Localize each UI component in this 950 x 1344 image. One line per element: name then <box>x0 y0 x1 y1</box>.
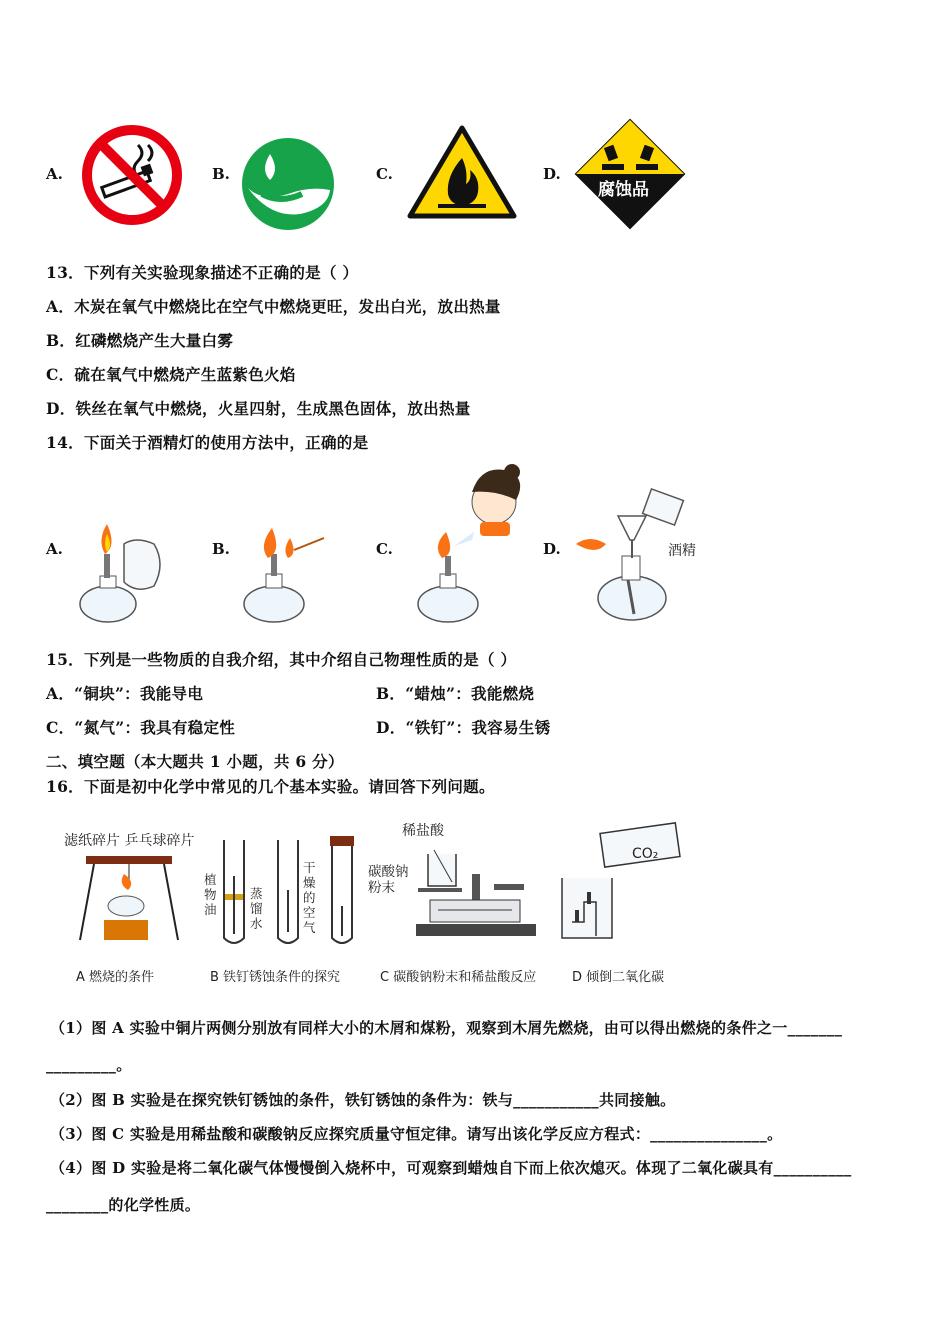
q12-option-c-label: C. <box>376 165 393 183</box>
alcohol-lamp-c-icon <box>414 462 524 626</box>
figure-c-balance <box>412 838 540 944</box>
alcohol-lamp-b-icon <box>238 526 338 626</box>
alcohol-lamp-a-icon <box>76 520 176 626</box>
q12-option-d-label: D. <box>543 165 561 183</box>
q13-stem: 13．下列有关实验现象描述不正确的是（ ） <box>46 263 359 282</box>
q14-option-a-label: A. <box>46 540 63 558</box>
q14-option-d-label: D. <box>543 540 561 558</box>
q16-part3: （3）图 C 实验是用稀盐酸和碳酸钠反应探究质量守恒定律。请写出该化学反应方程式：_______________。 <box>50 1125 783 1143</box>
q16-part1-line2: _________。 <box>46 1056 132 1074</box>
q15-stem: 15．下列是一些物质的自我介绍，其中介绍自己物理性质的是（ ） <box>46 650 517 669</box>
q13-option-d: D．铁丝在氧气中燃烧，火星四射，生成黑色固体，放出热量 <box>46 399 471 418</box>
fig-c-label-acid: 稀盐酸 <box>402 823 444 839</box>
fig-caption-d: D 倾倒二氧化碳 <box>572 970 665 985</box>
q16-part2: （2）图 B 实验是在探究铁钉锈蚀的条件，铁钉锈蚀的条件为：铁与___________共同接触。 <box>50 1091 676 1109</box>
q15-option-a: A．“铜块”：我能导电 <box>46 684 204 703</box>
q16-part1-line1: （1）图 A 实验中铜片两侧分别放有同样大小的木屑和煤粉，观察到木屑先燃烧，由可以得出燃烧的条件之一_______ <box>50 1019 843 1037</box>
q14-option-c-label: C. <box>376 540 393 558</box>
fig-b-label-water: 蒸馏水 <box>250 886 263 931</box>
q16-part4-line1: （4）图 D 实验是将二氧化碳气体慢慢倒入烧杯中，可观察到蜡烛自下而上依次熄灭。体现了二氧化碳具有__________ <box>50 1159 852 1177</box>
figure-b-rusting-tubes <box>220 836 360 948</box>
q12-option-a-label: A. <box>46 165 63 183</box>
fig-caption-c: C 碳酸钠粉末和稀盐酸反应 <box>380 970 537 985</box>
q12-option-b-label: B. <box>212 165 230 183</box>
fig-b-label-air: 干燥的空气 <box>303 860 316 935</box>
fig-d-co2-label: CO₂ <box>632 846 659 862</box>
fig-b-label-oil: 植物油 <box>204 872 217 917</box>
corrosive-warning-icon <box>574 118 686 230</box>
figure-d-co2-pouring <box>558 826 684 944</box>
q14-d-alcohol-label: 酒精 <box>668 543 696 559</box>
fig-c-label-powder: 碳酸钠粉末 <box>368 864 409 896</box>
q13-option-b: B．红磷燃烧产生大量白雾 <box>46 331 234 350</box>
fig-a-top-label: 滤纸碎片 乒乓球碎片 <box>64 833 195 849</box>
no-smoking-icon <box>80 123 184 227</box>
q13-option-a: A．木炭在氧气中燃烧比在空气中燃烧更旺，发出白光，放出热量 <box>46 297 501 316</box>
q13-option-c: C．硫在氧气中燃烧产生蓝紫色火焰 <box>46 365 296 384</box>
fig-caption-a: A 燃烧的条件 <box>76 970 155 985</box>
q15-option-d: D．“铁钉”：我容易生锈 <box>376 718 551 737</box>
q15-option-b: B．“蜡烛”：我能燃烧 <box>376 684 535 703</box>
corrosive-sign-text: 腐蚀品 <box>598 180 649 200</box>
water-saving-icon <box>240 136 336 232</box>
fig-caption-b: B 铁钉锈蚀条件的探究 <box>210 970 341 985</box>
q15-option-c: C．“氮气”：我具有稳定性 <box>46 718 236 737</box>
q14-option-b-label: B. <box>212 540 230 558</box>
figure-a-burning-conditions <box>74 848 184 944</box>
q16-stem: 16．下面是初中化学中常见的几个基本实验。请回答下列问题。 <box>46 777 495 796</box>
section-2-title: 二、填空题（本大题共 1 小题，共 6 分） <box>46 752 344 771</box>
flammable-warning-icon <box>406 124 518 220</box>
q16-part4-line2: ________的化学性质。 <box>46 1196 201 1214</box>
q14-stem: 14．下面关于酒精灯的使用方法中，正确的是 <box>46 433 369 452</box>
